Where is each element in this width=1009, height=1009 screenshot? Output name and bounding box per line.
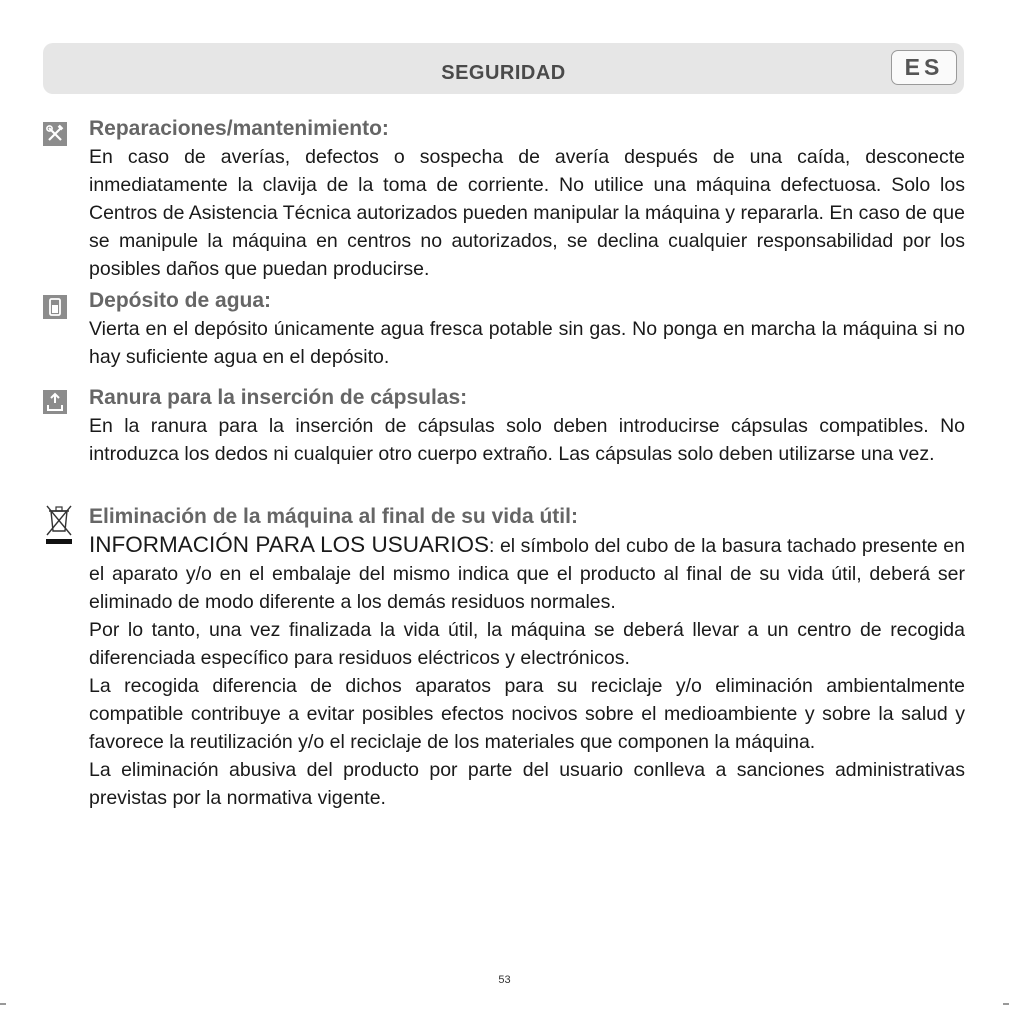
paragraph: En la ranura para la inserción de cápsulas solo deben introducirse cápsulas compatibles. No introduzca los dedos ni cualquier otro cuerpo extraño. Las cápsulas solo deben utilizarse una vez. bbox=[89, 415, 965, 465]
paragraph: La eliminación abusiva del producto por parte del usuario conlleva a sanciones administrativas previstas por la normativa vigente. bbox=[89, 759, 965, 809]
lead-text: : el símbolo del cubo de la basura tachado presente en el aparato y/o en el embalaje del mismo indica que el producto al final de su vida útil, deberá ser eliminado de modo diferente a los demás residuos normales. bbox=[89, 535, 965, 613]
section-body bbox=[89, 531, 965, 812]
water-tank-icon bbox=[43, 295, 67, 319]
section-title: Eliminación de la máquina al final de su vida útil: bbox=[89, 505, 578, 528]
tools-icon bbox=[43, 122, 67, 146]
section-title: Ranura para la inserción de cápsulas: bbox=[89, 386, 468, 409]
section-body bbox=[89, 315, 965, 371]
section-body bbox=[89, 412, 965, 468]
paragraph: Por lo tanto, una vez finalizada la vida útil, la máquina se deberá llevar a un centro de recogida diferenciada específico para residuos eléctricos y electrónicos. bbox=[89, 619, 965, 669]
paragraph: La recogida diferencia de dichos aparatos para su reciclaje y/o eliminación ambientalmente compatible contribuye a evitar posibles efectos nocivos sobre el medioambiente y sobre la salud y favorece la reutilización y/o el reciclaje de los materiales que componen la máquina. bbox=[89, 675, 965, 753]
lead-caps: INFORMACIÓN PARA LOS USUARIOS bbox=[89, 532, 489, 557]
header-bar bbox=[43, 43, 964, 94]
language-badge: ES bbox=[891, 50, 957, 85]
paragraph: En caso de averías, defectos o sospecha de avería después de una caída, desconecte inmediatamente la clavija de la toma de corriente. No utilice una máquina defectuosa. Solo los Centros de Asistencia Técnica autorizados pueden manipular la máquina y repararla. En caso de que se manipule la máquina en centros no autorizados, se declina cualquier responsabilidad por los posibles daños que puedan producirse. bbox=[89, 146, 965, 280]
crop-mark-right bbox=[1003, 1003, 1009, 1005]
paragraph: Vierta en el depósito únicamente agua fresca potable sin gas. No ponga en marcha la máquina si no hay suficiente agua en el depósito. bbox=[89, 318, 965, 368]
crop-mark-left bbox=[0, 1003, 6, 1005]
section-title: Depósito de agua: bbox=[89, 289, 272, 312]
paragraph-lead bbox=[89, 531, 965, 616]
section-title: Reparaciones/mantenimiento: bbox=[89, 117, 389, 140]
page-number: 53 bbox=[498, 974, 511, 986]
page-title: SEGURIDAD bbox=[441, 62, 566, 84]
capsule-slot-icon bbox=[43, 390, 67, 414]
crossed-bin-icon bbox=[44, 503, 74, 545]
section-body bbox=[89, 143, 965, 283]
